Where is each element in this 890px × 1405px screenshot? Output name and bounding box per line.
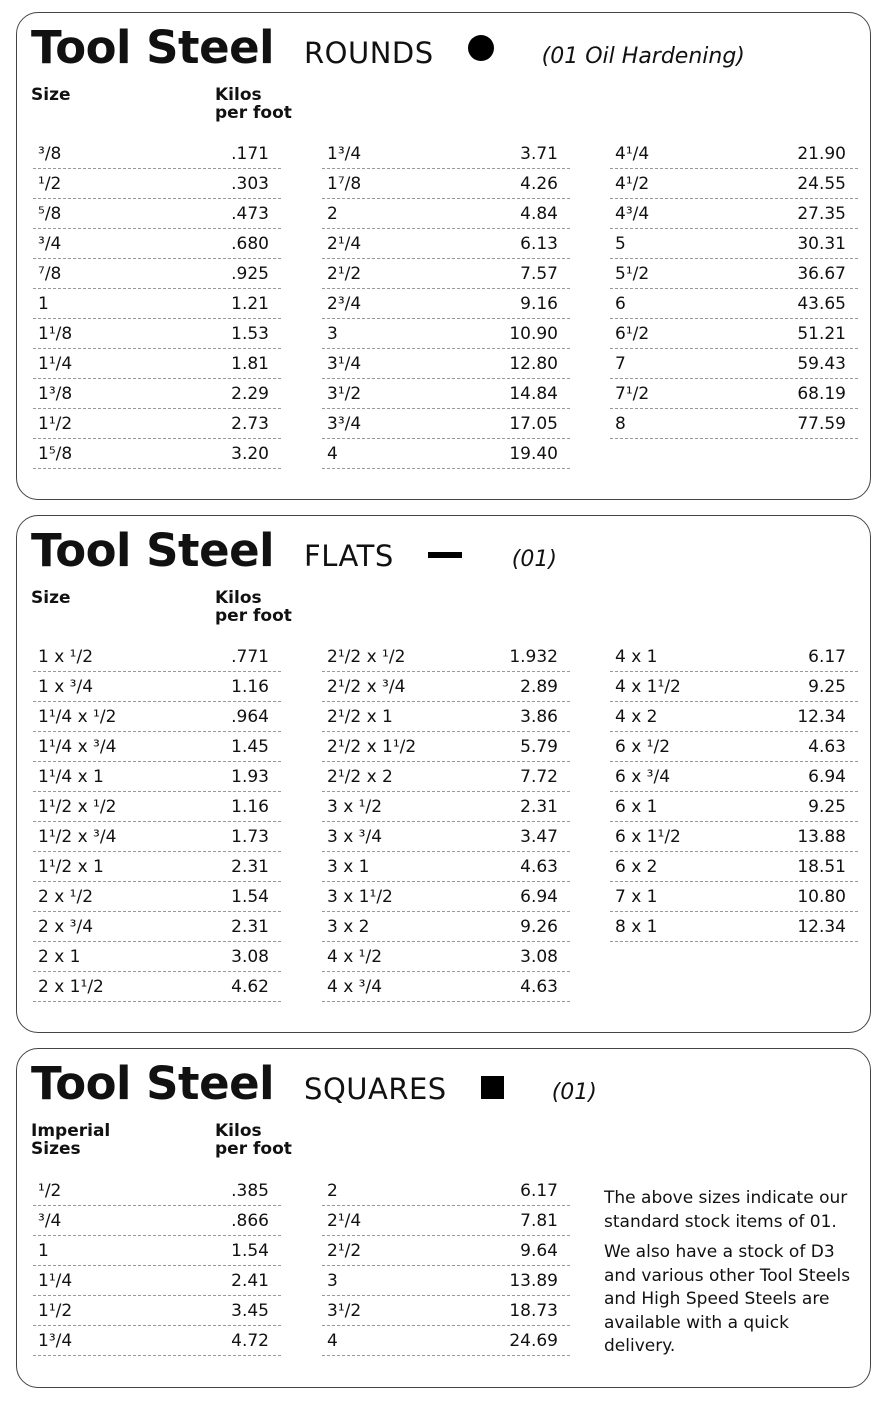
kilos-cell: 4.84 [520,204,558,224]
size-cell: 1¹/4 [38,354,73,374]
kilos-cell: 3.86 [520,707,558,727]
kilos-cell: 4.72 [231,1331,269,1351]
table-row [322,852,570,882]
size-cell: ³/4 [38,1211,62,1231]
rounds-header [31,21,745,73]
kilos-cell: 6.94 [520,887,558,907]
kilos-cell: 21.90 [797,144,846,164]
kilos-cell: 1.16 [231,797,269,817]
kilos-cell: 1.932 [509,647,558,667]
flats-subtitle: FLATS [304,539,394,573]
kilos-column-header [215,1122,292,1158]
kilos-cell: 12.80 [509,354,558,374]
kilos-cell: 7.72 [520,767,558,787]
kilos-cell: 2.41 [231,1271,269,1291]
kilos-cell: 4.63 [520,977,558,997]
table-row [33,882,281,912]
kilos-column-header [215,86,292,122]
kilos-cell: 2.73 [231,414,269,434]
size-cell: 3 x ¹/2 [327,797,383,817]
table-row [33,1326,281,1356]
size-cell: 1 [38,294,49,314]
size-cell: 4¹/2 [615,174,650,194]
kilos-cell: 18.51 [797,857,846,877]
squares-grade-note: (01) [551,1080,597,1105]
size-cell: 2¹/2 [327,1241,362,1261]
table-row [33,349,281,379]
size-cell: 1¹/4 [38,1271,73,1291]
size-cell: 4 x 2 [615,707,658,727]
table-row [610,349,858,379]
size-cell: 1³/8 [38,384,73,404]
kilos-cell: 36.67 [797,264,846,284]
table-row [610,762,858,792]
kilos-cell: 13.89 [509,1271,558,1291]
table-row [610,379,858,409]
table-row [610,702,858,732]
table-row [322,169,570,199]
table-row [322,882,570,912]
per-foot-header-line: per foot [215,1139,292,1159]
stock-note-paragraph-2: We also have a stock of D3 and various other Tool Steels and High Speed Steels are available with a quick delivery. [604,1242,851,1356]
kilos-cell: 3.08 [231,947,269,967]
size-cell: 2¹/2 x 1 [327,707,393,727]
size-cell: 2 x ³/4 [38,917,94,937]
size-cell: 1¹/4 x ¹/2 [38,707,117,727]
kilos-cell: 2.31 [520,797,558,817]
size-cell: 2¹/2 x 2 [327,767,393,787]
size-cell: 8 x 1 [615,917,658,937]
kilos-cell: 7.57 [520,264,558,284]
table-row [33,169,281,199]
stock-note [604,1187,854,1366]
size-cell: 2 x ¹/2 [38,887,94,907]
size-cell: 3 [327,1271,338,1291]
per-foot-header-line: per foot [215,606,292,626]
size-cell: 8 [615,414,626,434]
size-cell: 1¹/2 x ¹/2 [38,797,117,817]
size-cell: ¹/2 [38,1181,62,1201]
kilos-cell: 4.63 [520,857,558,877]
table-row [322,912,570,942]
kilos-cell: 1.53 [231,324,269,344]
kilos-cell: 19.40 [509,444,558,464]
kilos-header-line: Kilos [215,1121,262,1141]
size-cell: 2 [327,1181,338,1201]
table-row [610,169,858,199]
table-row [322,259,570,289]
flats-panel [16,515,871,1033]
kilos-cell: 9.64 [520,1241,558,1261]
kilos-cell: 12.34 [797,917,846,937]
rounds-table-col-2 [322,139,570,469]
size-cell: 1¹/2 [38,1301,73,1321]
squares-header [31,1057,597,1109]
kilos-cell: 68.19 [797,384,846,404]
size-cell: 1⁵/8 [38,444,73,464]
size-cell: 5¹/2 [615,264,650,284]
flats-table-col-1 [33,642,281,1002]
table-row [610,882,858,912]
size-cell: 3 x 1¹/2 [327,887,393,907]
imperial-sizes-column-header [31,1122,110,1158]
size-cell: 2¹/2 x 1¹/2 [327,737,417,757]
table-row [322,139,570,169]
kilos-cell: 6.17 [520,1181,558,1201]
size-cell: 7¹/2 [615,384,650,404]
kilos-cell: 2.29 [231,384,269,404]
rounds-grade-note: (01 Oil Hardening) [541,44,745,69]
size-cell: 2³/4 [327,294,362,314]
size-cell: 7 x 1 [615,887,658,907]
table-row [33,409,281,439]
size-cell: 5 [615,234,626,254]
table-row [33,229,281,259]
size-cell: 2¹/2 [327,264,362,284]
kilos-cell: 9.26 [520,917,558,937]
table-row [33,642,281,672]
table-row [322,439,570,469]
table-row [33,1266,281,1296]
table-row [33,199,281,229]
table-row [322,199,570,229]
stock-note-paragraph-1: The above sizes indicate our standard stock items of 01. [604,1188,848,1232]
kilos-cell: 3.45 [231,1301,269,1321]
table-row [322,972,570,1002]
rounds-subtitle: ROUNDS [304,36,434,70]
kilos-cell: 10.90 [509,324,558,344]
kilos-column-header [215,589,292,625]
size-cell: 4 [327,444,338,464]
kilos-cell: 1.54 [231,887,269,907]
kilos-cell: 1.16 [231,677,269,697]
table-row [610,409,858,439]
table-row [33,942,281,972]
kilos-cell: .771 [231,647,269,667]
size-cell: 1 x ¹/2 [38,647,94,667]
flats-title: Tool Steel [31,524,275,577]
size-cell: 4 x 1 [615,647,658,667]
flats-grade-note: (01) [511,547,557,572]
table-row [322,942,570,972]
table-row [322,1206,570,1236]
size-cell: 1¹/2 x ³/4 [38,827,117,847]
kilos-cell: 1.21 [231,294,269,314]
kilos-cell: .385 [231,1181,269,1201]
table-row [610,642,858,672]
size-cell: 1³/4 [38,1331,73,1351]
flats-header [31,524,557,576]
square-shape-icon [481,1076,504,1099]
table-row [610,732,858,762]
table-row [610,912,858,942]
kilos-cell: 6.13 [520,234,558,254]
table-row [322,409,570,439]
kilos-cell: 1.81 [231,354,269,374]
flats-table-col-2 [322,642,570,1002]
kilos-cell: 9.25 [808,797,846,817]
kilos-cell: 2.31 [231,917,269,937]
table-row [33,822,281,852]
size-cell: 3³/4 [327,414,362,434]
size-cell: 4 x 1¹/2 [615,677,681,697]
table-row [322,762,570,792]
size-cell: ⁷/8 [38,264,62,284]
size-cell: ³/8 [38,144,62,164]
size-cell: 2 x 1 [38,947,81,967]
size-cell: 1 [38,1241,49,1261]
size-cell: 3¹/2 [327,384,362,404]
kilos-cell: 10.80 [797,887,846,907]
kilos-header-line: Kilos [215,588,262,608]
size-cell: 2 [327,204,338,224]
table-row [322,732,570,762]
table-row [322,672,570,702]
kilos-header-line: Kilos [215,85,262,105]
kilos-cell: 1.54 [231,1241,269,1261]
table-row [322,642,570,672]
kilos-cell: 1.93 [231,767,269,787]
size-cell: 3¹/4 [327,354,362,374]
squares-subtitle: SQUARES [304,1072,447,1106]
size-cell: 1³/4 [327,144,362,164]
size-cell: 6¹/2 [615,324,650,344]
kilos-cell: 7.81 [520,1211,558,1231]
kilos-cell: 6.94 [808,767,846,787]
table-row [33,792,281,822]
size-cell: 1¹/8 [38,324,73,344]
size-cell: 3 x ³/4 [327,827,383,847]
size-cell: 6 x 2 [615,857,658,877]
table-row [610,852,858,882]
sizes-header-line: Sizes [31,1139,81,1159]
size-cell: 4¹/4 [615,144,650,164]
table-row [610,672,858,702]
table-row [33,702,281,732]
size-cell: 2¹/2 x ¹/2 [327,647,406,667]
kilos-cell: 27.35 [797,204,846,224]
table-row [610,199,858,229]
kilos-cell: 24.69 [509,1331,558,1351]
table-row [33,259,281,289]
size-cell: 4³/4 [615,204,650,224]
size-cell: 4 x ³/4 [327,977,383,997]
table-row [322,229,570,259]
kilos-cell: .680 [231,234,269,254]
kilos-cell: 24.55 [797,174,846,194]
flats-table-col-3 [610,642,858,942]
kilos-cell: 12.34 [797,707,846,727]
table-row [33,762,281,792]
table-row [33,379,281,409]
kilos-cell: .303 [231,174,269,194]
squares-panel [16,1048,871,1388]
table-row [33,972,281,1002]
kilos-cell: 43.65 [797,294,846,314]
kilos-cell: 17.05 [509,414,558,434]
kilos-cell: .925 [231,264,269,284]
table-row [33,852,281,882]
table-row [610,792,858,822]
size-cell: 6 x 1 [615,797,658,817]
size-cell: 1¹/4 x ³/4 [38,737,117,757]
table-row [322,1236,570,1266]
table-row [322,1266,570,1296]
table-row [33,732,281,762]
kilos-cell: 77.59 [797,414,846,434]
squares-table-col-1 [33,1176,281,1356]
size-cell: 3 x 2 [327,917,370,937]
kilos-cell: 1.73 [231,827,269,847]
table-row [33,319,281,349]
kilos-cell: 4.62 [231,977,269,997]
kilos-cell: 3.20 [231,444,269,464]
kilos-cell: 30.31 [797,234,846,254]
size-cell: 3 [327,324,338,344]
kilos-cell: 6.17 [808,647,846,667]
size-cell: 6 x 1¹/2 [615,827,681,847]
size-cell: 7 [615,354,626,374]
round-shape-icon [468,35,494,61]
table-row [322,379,570,409]
table-row [33,912,281,942]
rounds-table-col-1 [33,139,281,469]
kilos-cell: 14.84 [509,384,558,404]
kilos-cell: 1.45 [231,737,269,757]
size-cell: ⁵/8 [38,204,62,224]
size-cell: 3¹/2 [327,1301,362,1321]
rounds-panel [16,12,871,500]
flat-shape-icon [428,552,462,558]
kilos-cell: 2.89 [520,677,558,697]
per-foot-header-line: per foot [215,103,292,123]
size-cell: 1¹/2 [38,414,73,434]
size-column-header: Size [31,85,71,105]
size-cell: 2¹/2 x ³/4 [327,677,406,697]
kilos-cell: 51.21 [797,324,846,344]
imperial-header-line: Imperial [31,1121,111,1141]
squares-title: Tool Steel [31,1057,275,1110]
size-cell: 1⁷/8 [327,174,362,194]
table-row [610,822,858,852]
kilos-cell: 2.31 [231,857,269,877]
kilos-cell: .866 [231,1211,269,1231]
table-row [610,229,858,259]
table-row [33,1206,281,1236]
squares-table-col-2 [322,1176,570,1356]
size-cell: 6 [615,294,626,314]
size-cell: 4 [327,1331,338,1351]
kilos-cell: 13.88 [797,827,846,847]
size-cell: 4 x ¹/2 [327,947,383,967]
table-row [610,289,858,319]
table-row [322,702,570,732]
table-row [33,439,281,469]
kilos-cell: .171 [231,144,269,164]
table-row [610,139,858,169]
size-column-header: Size [31,588,71,608]
table-row [33,1176,281,1206]
rounds-table-col-3 [610,139,858,439]
kilos-cell: 3.71 [520,144,558,164]
size-cell: 2 x 1¹/2 [38,977,104,997]
table-row [322,822,570,852]
kilos-cell: 9.25 [808,677,846,697]
kilos-cell: .964 [231,707,269,727]
table-row [33,672,281,702]
table-row [610,259,858,289]
size-cell: 1¹/2 x 1 [38,857,104,877]
table-row [322,1326,570,1356]
table-row [322,792,570,822]
size-cell: 6 x ³/4 [615,767,671,787]
kilos-cell: 4.63 [808,737,846,757]
kilos-cell: .473 [231,204,269,224]
size-cell: ¹/2 [38,174,62,194]
kilos-cell: 59.43 [797,354,846,374]
table-row [322,349,570,379]
size-cell: ³/4 [38,234,62,254]
table-row [33,139,281,169]
size-cell: 6 x ¹/2 [615,737,671,757]
table-row [610,319,858,349]
kilos-cell: 4.26 [520,174,558,194]
kilos-cell: 5.79 [520,737,558,757]
kilos-cell: 3.08 [520,947,558,967]
size-cell: 1 x ³/4 [38,677,94,697]
table-row [33,1296,281,1326]
size-cell: 3 x 1 [327,857,370,877]
table-row [322,1176,570,1206]
kilos-cell: 18.73 [509,1301,558,1321]
table-row [33,289,281,319]
table-row [322,289,570,319]
size-cell: 2¹/4 [327,1211,362,1231]
size-cell: 2¹/4 [327,234,362,254]
table-row [33,1236,281,1266]
kilos-cell: 3.47 [520,827,558,847]
rounds-title: Tool Steel [31,21,275,74]
size-cell: 1¹/4 x 1 [38,767,104,787]
kilos-cell: 9.16 [520,294,558,314]
table-row [322,319,570,349]
table-row [322,1296,570,1326]
